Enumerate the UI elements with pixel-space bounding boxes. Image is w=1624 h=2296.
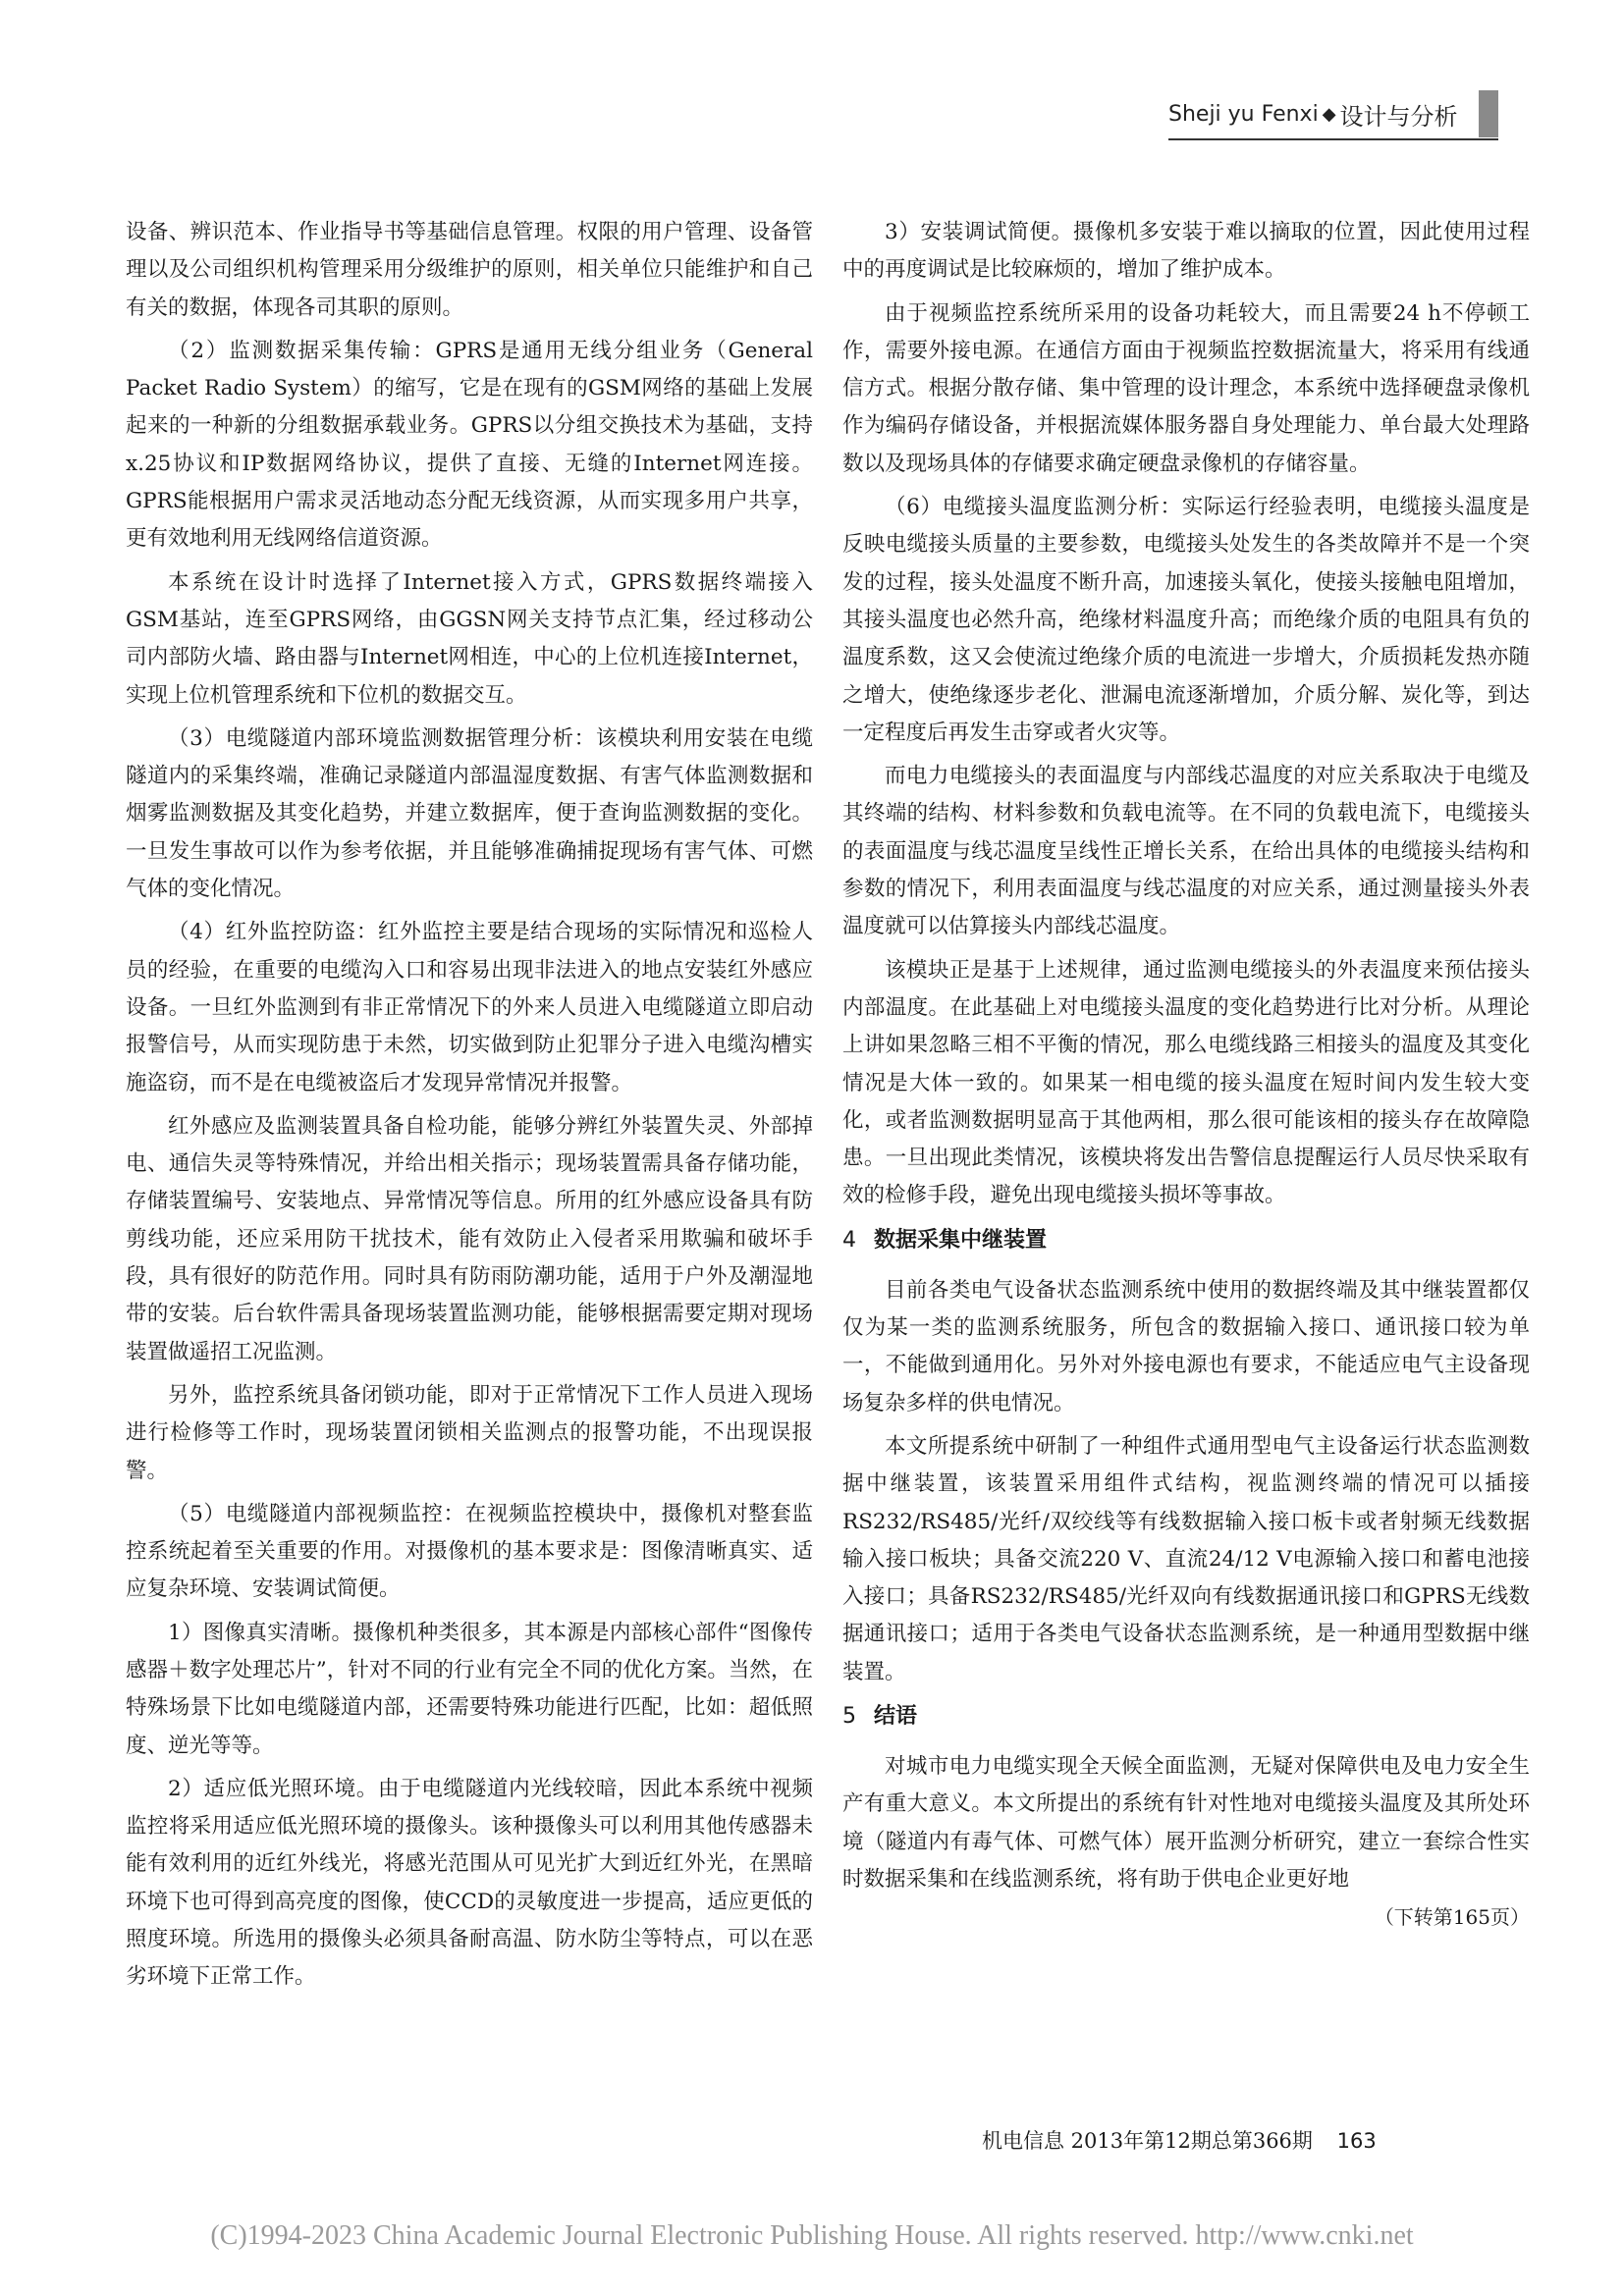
paragraph: 另外，监控系统具备闭锁功能，即对于正常情况下工作人员进入现场进行检修等工作时，现场装置闭锁相关监测点的报警功能，不出现误报警。 [126, 1382, 813, 1483]
diamond-icon: ◆ [1322, 103, 1336, 125]
paragraph: 设备、辨识范本、作业指导书等基础信息管理。权限的用户管理、设备管理以及公司组织机构管理采用分级维护的原则，相关单位只能维护和自己有关的数据，体现各司其职的原则。 [126, 220, 813, 320]
left-column [126, 214, 813, 2002]
paragraph: 3）安装调试简便。摄像机多安装于难以摘取的位置，因此使用过程中的再度调试是比较麻烦的，增加了维护成本。 [842, 220, 1530, 283]
section-category: 设计与分析 [1339, 102, 1458, 131]
section-number: 4 [842, 1227, 856, 1253]
header-rule [1168, 138, 1498, 140]
paragraph: 1）图像真实清晰。摄像机种类很多，其本源是内部核心部件“图像传感器＋数字处理芯片”，针对不同的行业有完全不同的优化方案。当然，在特殊场景下比如电缆隧道内部，还需要特殊功能进行匹配，比如：超低照度、逆光等等。 [126, 1620, 813, 1758]
page-footer [982, 2125, 1377, 2155]
paragraph: 由于视频监控系统所采用的设备功耗较大，而且需要24 h不停顿工作，需要外接电源。在通信方面由于视频监控数据流量大，将采用有线通信方式。根据分散存储、集中管理的设计理念，本系统中选择硬盘录像机作为编码存储设备，并根据流媒体服务器自身处理能力、单台最大处理路数以及现场具体的存储要求确定硬盘录像机的存储容量。 [842, 300, 1530, 476]
conclusion-text: 对城市电力电缆实现全天候全面监测，无疑对保障供电及电力安全生产有重大意义。本文所提出的系统有针对性地对电缆接头温度及其所处环境（隧道内有毒气体、可燃气体）展开监测分析研究，建立一套综合性实时数据采集和在线监测系统，将有助于供电企业更好地 [842, 1753, 1530, 1892]
running-header [1168, 96, 1458, 132]
section-title: 数据采集中继装置 [874, 1227, 1048, 1253]
header-tab-bar [1479, 90, 1498, 137]
journal-issue: 机电信息 2013年第12期总第366期 [982, 2129, 1313, 2153]
paragraph: 本文所提系统中研制了一种组件式通用型电气主设备运行状态监测数据中继装置，该装置采用组件式结构，视监测终端的情况可以插接RS232/RS485/光纤/双绞线等有线数据输入接口板卡或者射频无线数据输入接口板块；具备交流220 V、直流24/12 V电源输入接口和蓄电池接入接口；具备RS232/RS485/光纤双向有线数据通讯接口和GPRS无线数据通讯接口；适用于各类电气设备状态监测系统，是一种通用型数据中继装置。 [842, 1433, 1530, 1684]
page-number: 163 [1336, 2129, 1377, 2153]
paragraph: 而电力电缆接头的表面温度与内部线芯温度的对应关系取决于电缆及其终端的结构、材料参数和负载电流等。在不同的负载电流下，电缆接头的表面温度与线芯温度呈线性正增长关系，在给出具体的电缆接头结构和参数的情况下，利用表面温度与线芯温度的对应关系，通过测量接头外表温度就可以估算接头内部线芯温度。 [842, 764, 1530, 939]
paragraph: （3）电缆隧道内部环境监测数据管理分析：该模块利用安装在电缆隧道内的采集终端，准确记录隧道内部温湿度数据、有害气体监测数据和烟雾监测数据及其变化趋势，并建立数据库，便于查询监测数据的变化。一旦发生事故可以作为参考依据，并且能够准确捕捉现场有害气体、可燃气体的变化情况。 [126, 725, 813, 902]
section-heading-5 [842, 1701, 1530, 1733]
paragraph: 2）适应低光照环境。由于电缆隧道内光线较暗，因此本系统中视频监控将采用适应低光照环境的摄像头。该种摄像头可以利用其他传感器未能有效利用的近红外线光，将感光范围从可见光扩大到近红外光，在黑暗环境下也可得到高亮度的图像，使CCD的灵敏度进一步提高，适应更低的照度环境。所选用的摄像头必须具备耐高温、防水防尘等特点，可以在恶劣环境下正常工作。 [126, 1776, 813, 1990]
right-column [842, 214, 1530, 1936]
paragraph: （6）电缆接头温度监测分析：实际运行经验表明，电缆接头温度是反映电缆接头质量的主要参数，电缆接头处发生的各类故障并不是一个突发的过程，接头处温度不断升高，加速接头氧化，使接头接触电阻增加，其接头温度也必然升高，绝缘材料温度升高；而绝缘介质的电阻具有负的温度系数，这又会使流过绝缘介质的电流进一步增大，介质损耗发热亦随之增大，使绝缘逐步老化、泄漏电流逐渐增加，介质分解、炭化等，到达一定程度后再发生击穿或者火灾等。 [842, 495, 1530, 745]
paragraph: 红外感应及监测装置具备自检功能，能够分辨红外装置失灵、外部掉电、通信失灵等特殊情况，并给出相关指示；现场装置需具备存储功能，存储装置编号、安装地点、异常情况等信息。所用的红外感应设备具有防剪线功能，还应采用防干扰技术，能有效防止入侵者采用欺骗和破坏手段，具有很好的防范作用。同时具有防雨防潮功能，适用于户外及潮湿地带的安装。后台软件需具备现场装置监测功能，能够根据需要定期对现场装置做遥招工况监测。 [126, 1113, 813, 1364]
paragraph: 目前各类电气设备状态监测系统中使用的数据终端及其中继装置都仅仅为某一类的监测系统服务，所包含的数据输入接口、通讯接口较为单一，不能做到通用化。另外对外接电源也有要求，不能适应电气主设备现场复杂多样的供电情况。 [842, 1277, 1530, 1415]
paragraph: （2）监测数据采集传输：GPRS是通用无线分组业务（General Packet Radio System）的缩写，它是在现有的GSM网络的基础上发展起来的一种新的分组数据承载业务。GPRS以分组交换技术为基础，支持x.25协议和IP数据网络协议，提供了直接、无缝的Internet网连接。GPRS能根据用户需求灵活地动态分配无线资源，从而实现多用户共享，更有效地利用无线网络信道资源。 [126, 338, 813, 552]
journal-pinyin: Sheji yu Fenxi [1168, 101, 1319, 127]
copyright-notice: (C)1994-2023 China Academic Journal Electronic Publishing House. All rights reserved. http://www.cnki.net [210, 2220, 1414, 2251]
continued-note: （下转第165页） [1374, 1905, 1530, 1930]
paragraph: （4）红外监控防盗：红外监控主要是结合现场的实际情况和巡检人员的经验，在重要的电缆沟入口和容易出现非法进入的地点安装红外感应设备。一旦红外监测到有非正常情况下的外来人员进入电缆隧道立即启动报警信号，从而实现防患于未然，切实做到防止犯罪分子进入电缆沟槽实施盗窃，而不是在电缆被盗后才发现异常情况并报警。 [126, 920, 813, 1095]
section-heading-4 [842, 1225, 1530, 1256]
paragraph: （5）电缆隧道内部视频监控：在视频监控模块中，摄像机对整套监控系统起着至关重要的作用。对摄像机的基本要求是：图像清晰真实、适应复杂环境、安装调试简便。 [126, 1501, 813, 1602]
paragraph [842, 1748, 1530, 1930]
paragraph: 本系统在设计时选择了Internet接入方式，GPRS数据终端接入GSM基站，连至GPRS网络，由GGSN网关支持节点汇集，经过移动公司内部防火墙、路由器与Internet网相连，中心的上位机连接Internet，实现上位机管理系统和下位机的数据交互。 [126, 569, 813, 708]
section-title: 结语 [874, 1703, 918, 1729]
section-number: 5 [842, 1703, 856, 1729]
paragraph: 该模块正是基于上述规律，通过监测电缆接头的外表温度来预估接头内部温度。在此基础上对电缆接头温度的变化趋势进行比对分析。从理论上讲如果忽略三相不平衡的情况，那么电缆线路三相接头的温度及其变化情况是大体一致的。如果某一相电缆的接头温度在短时间内发生较大变化，或者监测数据明显高于其他两相，那么很可能该相的接头存在故障隐患。一旦出现此类情况，该模块将发出告警信息提醒运行人员尽快采取有效的检修手段，避免出现电缆接头损坏等事故。 [842, 957, 1530, 1208]
